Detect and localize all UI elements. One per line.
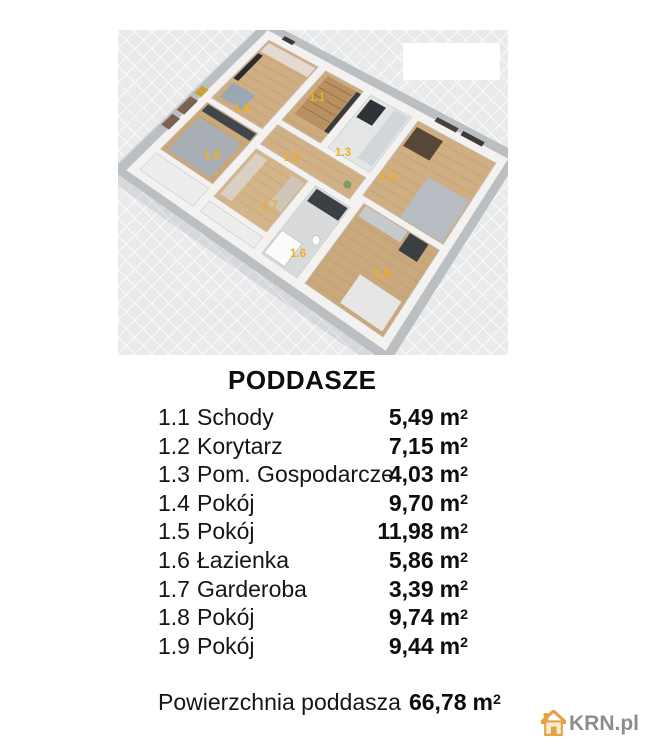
floor-plan-image [118, 30, 508, 355]
room-name: Korytarz [196, 432, 283, 459]
plan-room-label-1.1: 1.1 [309, 92, 325, 104]
total-value: 66,78 $m^2$ [408, 689, 501, 715]
room-name: Pokój [196, 604, 255, 631]
table-row [158, 632, 468, 661]
room-name: Pokój [196, 632, 255, 659]
plan-room-label-1.4: 1.4 [380, 171, 396, 183]
room-area: 9,44 $m^2$ [388, 632, 468, 659]
room-list [158, 403, 468, 660]
plan-room-label-1.5: 1.5 [374, 268, 390, 280]
table-row [158, 403, 468, 432]
table-row [158, 432, 468, 461]
room-name: Łazienka [196, 546, 290, 573]
room-number: 1.7 [158, 575, 190, 602]
watermark-patch [403, 43, 500, 80]
krn-logo-text: KRN.pl [569, 712, 639, 735]
page-title: PODDASZE [228, 365, 377, 395]
total-label: Powierzchnia poddasza [158, 689, 401, 715]
room-number: 1.4 [158, 489, 190, 516]
room-number: 1.9 [158, 632, 190, 659]
room-area: 5,86 $m^2$ [388, 546, 468, 573]
room-name: Pokój [196, 518, 255, 545]
room-number: 1.5 [158, 518, 190, 545]
table-row [158, 603, 468, 632]
plan-room-label-1.2: 1.2 [284, 152, 300, 164]
room-name: Garderoba [196, 575, 307, 602]
furniture-plant [343, 181, 351, 189]
plan-room-label-1.9: 1.9 [234, 103, 250, 115]
plan-room-label-1.7: 1.7 [262, 200, 278, 212]
room-name: Schody [196, 404, 274, 430]
room-number: 1.3 [158, 461, 190, 488]
total-area-line [158, 689, 501, 716]
room-number: 1.8 [158, 604, 190, 631]
floor-plan-svg [118, 30, 508, 355]
room-name: Pokój [196, 489, 255, 516]
table-row [158, 460, 468, 489]
table-row [158, 517, 468, 546]
room-area: 4,03 $m^2$ [388, 461, 468, 488]
room-area: 9,74 $m^2$ [388, 604, 468, 631]
room-name: Pom. Gospodarcze [196, 461, 394, 488]
house-icon [541, 710, 566, 738]
room-area: 5,49 $m^2$ [388, 404, 468, 430]
plan-room-label-1.3: 1.3 [335, 147, 351, 159]
room-number: 1.2 [158, 432, 190, 459]
krn-logo [541, 709, 639, 739]
room-area: 3,39 $m^2$ [388, 575, 468, 602]
room-number: 1.6 [158, 546, 190, 573]
plan-room-label-1.6: 1.6 [290, 248, 306, 260]
room-area: 11,98 $m^2$ [377, 518, 468, 545]
furniture-toilet [312, 235, 320, 245]
table-row [158, 575, 468, 604]
table-row [158, 546, 468, 575]
room-number: 1.1 [158, 404, 190, 430]
table-row [158, 489, 468, 518]
room-area: 9,70 $m^2$ [388, 489, 468, 516]
room-area: 7,15 $m^2$ [388, 432, 468, 459]
plan-room-label-1.8: 1.8 [204, 150, 220, 162]
